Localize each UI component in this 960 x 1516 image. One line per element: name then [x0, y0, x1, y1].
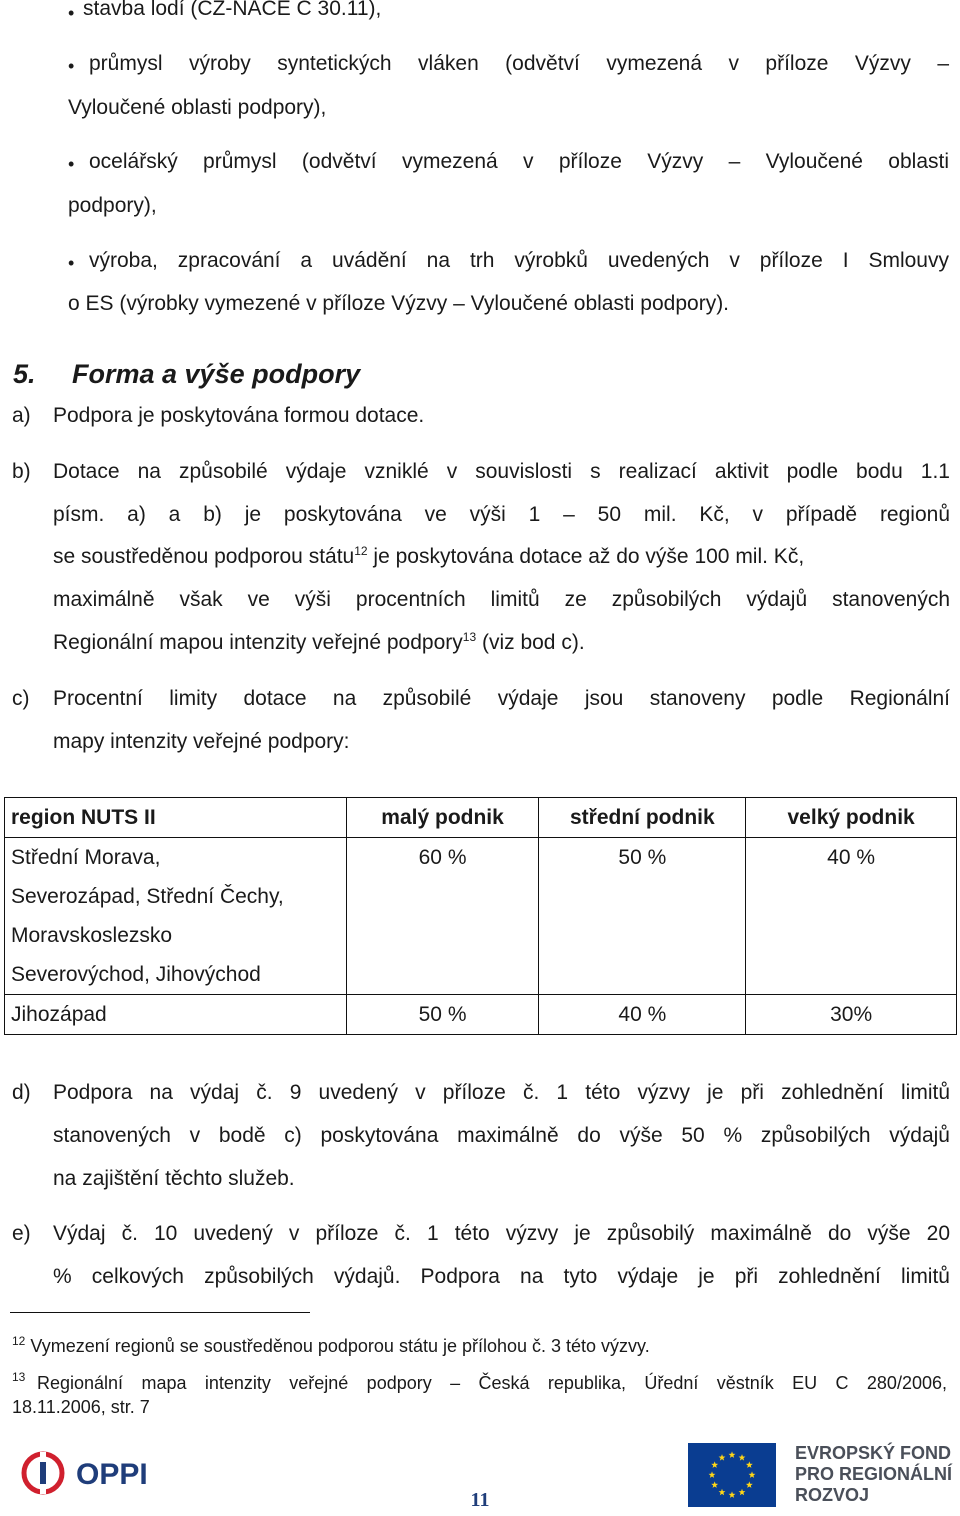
item-b-text: se soustředěnou podporou státu — [53, 545, 355, 568]
table-cell: 40 % — [746, 838, 957, 995]
item-b-line: písm. a) a b) je poskytována ve výši 1 – 50 mil. Kč, v případě regionů — [53, 503, 950, 526]
table-header-row — [5, 798, 957, 838]
footnote-separator — [10, 1312, 310, 1313]
item-label-c: c) — [12, 687, 30, 710]
aid-limits-table — [4, 797, 957, 1035]
item-d-line: Podpora na výdaj č. 9 uvedený v příloze č. 1 této výzvy je při zohlednění limitů — [53, 1081, 950, 1104]
item-label-b: b) — [12, 460, 31, 483]
bullet-item-text: podpory), — [68, 194, 157, 217]
bullet-item-text: stavba lodí (CZ-NACE C 30.11), — [83, 0, 382, 20]
bullet-dot: • — [68, 3, 75, 23]
table-cell-region — [5, 838, 347, 995]
footnote-13 — [12, 1371, 25, 1393]
footnote-ref-12: 12 — [354, 544, 368, 558]
bullet-dot: • — [68, 56, 75, 76]
footnote-13-text: Regionální mapa intenzity veřejné podpory – Česká republika, Úřední věstník EU C 280/2006, — [37, 1373, 947, 1393]
footnote-text: Vymezení regionů se soustředěnou podporou státu je přílohou č. 3 této výzvy. — [25, 1336, 650, 1356]
bullet-dot: • — [68, 253, 75, 273]
oppi-logo — [18, 1448, 178, 1498]
item-b-line: maximálně však ve výši procentních limitů ze způsobilých výdajů stanovených — [53, 588, 950, 611]
section-number: 5. — [13, 359, 36, 389]
table-cell: 50 % — [346, 995, 539, 1035]
erdf-line: PRO REGIONÁLNÍ — [795, 1464, 953, 1484]
item-a-text: Podpora je poskytována formou dotace. — [53, 404, 425, 427]
region-name: Střední Morava, — [11, 846, 161, 869]
page-number: 11 — [470, 1489, 490, 1511]
item-d-line: stanovených v bodě c) poskytována maximálně do výše 50 % způsobilých výdajů — [53, 1124, 950, 1147]
erdf-line: ROZVOJ — [795, 1485, 870, 1505]
bullet-item-text: o ES (výrobky vymezené v příloze Výzvy – Vyloučené oblasti podpory). — [68, 292, 730, 315]
erdf-line: EVROPSKÝ FOND — [795, 1443, 952, 1463]
bullet-item-text: ocelářský průmysl (odvětví vymezená v příloze Výzvy – Vyloučené oblasti — [89, 150, 949, 173]
footnote-12 — [12, 1335, 650, 1357]
section-title: Forma a výše podpory — [72, 359, 361, 389]
footnote-number: 12 — [12, 1334, 26, 1348]
item-label-e: e) — [12, 1222, 31, 1245]
bullet-dot: • — [68, 154, 75, 174]
eu-flag-icon — [688, 1443, 776, 1507]
footnote-13-text: 18.11.2006, str. 7 — [12, 1397, 150, 1417]
bullet-item-text: průmysl výroby syntetických vláken (odvětví vymezená v příloze Výzvy – — [89, 52, 949, 75]
oppi-logo-bar-icon — [40, 1462, 46, 1484]
table-row — [5, 995, 957, 1035]
table-header-cell: malý podnik — [346, 798, 539, 838]
table-cell: 60 % — [346, 838, 539, 995]
item-label-d: d) — [12, 1081, 31, 1104]
erdf-logo-text — [795, 1443, 952, 1506]
item-e-line: % celkových způsobilých výdajů. Podpora na tyto výdaje je při zohlednění limitů — [53, 1265, 950, 1288]
item-b-line — [53, 544, 804, 570]
item-c-line: mapy intenzity veřejné podpory: — [53, 730, 350, 753]
footnote-ref-13: 13 — [462, 630, 477, 644]
item-label-a: a) — [12, 404, 31, 427]
region-name: Severovýchod, Jihovýchod — [11, 963, 261, 986]
table-cell: 30% — [746, 995, 957, 1035]
table-header-cell: region NUTS II — [5, 798, 347, 838]
item-b-line: Dotace na způsobilé výdaje vzniklé v souvislosti s realizací aktivit podle bodu 1.1 — [53, 460, 950, 483]
table-header-cell: střední podnik — [539, 798, 746, 838]
table-cell: 40 % — [539, 995, 746, 1035]
footnote-number: 13 — [12, 1370, 26, 1384]
bullet-item-text: Vyloučené oblasti podpory), — [68, 96, 327, 119]
item-b-line — [53, 630, 585, 656]
item-e-line: Výdaj č. 10 uvedený v příloze č. 1 této výzvy je způsobilý maximálně do výše 20 — [53, 1222, 950, 1245]
region-name: Moravskoslezsko — [11, 924, 173, 947]
oppi-logo-text: OPPI — [76, 1458, 148, 1491]
region-name: Severozápad, Střední Čechy, — [11, 885, 284, 908]
table-header-cell: velký podnik — [746, 798, 957, 838]
item-b-text: Regionální mapou intenzity veřejné podpory — [53, 631, 463, 654]
item-d-line: na zajištění těchto služeb. — [53, 1167, 295, 1190]
item-b-text: je poskytována dotace až do výše 100 mil. Kč, — [367, 545, 805, 568]
table-cell-region: Jihozápad — [5, 995, 347, 1035]
item-c-line: Procentní limity dotace na způsobilé výdaje jsou stanoveny podle Regionální — [53, 687, 950, 710]
table-row — [5, 838, 957, 995]
bullet-item-text: výroba, zpracování a uvádění na trh výrobků uvedených v příloze I Smlouvy — [89, 249, 949, 272]
table-cell: 50 % — [539, 838, 746, 995]
item-b-text: (viz bod c). — [476, 631, 585, 654]
